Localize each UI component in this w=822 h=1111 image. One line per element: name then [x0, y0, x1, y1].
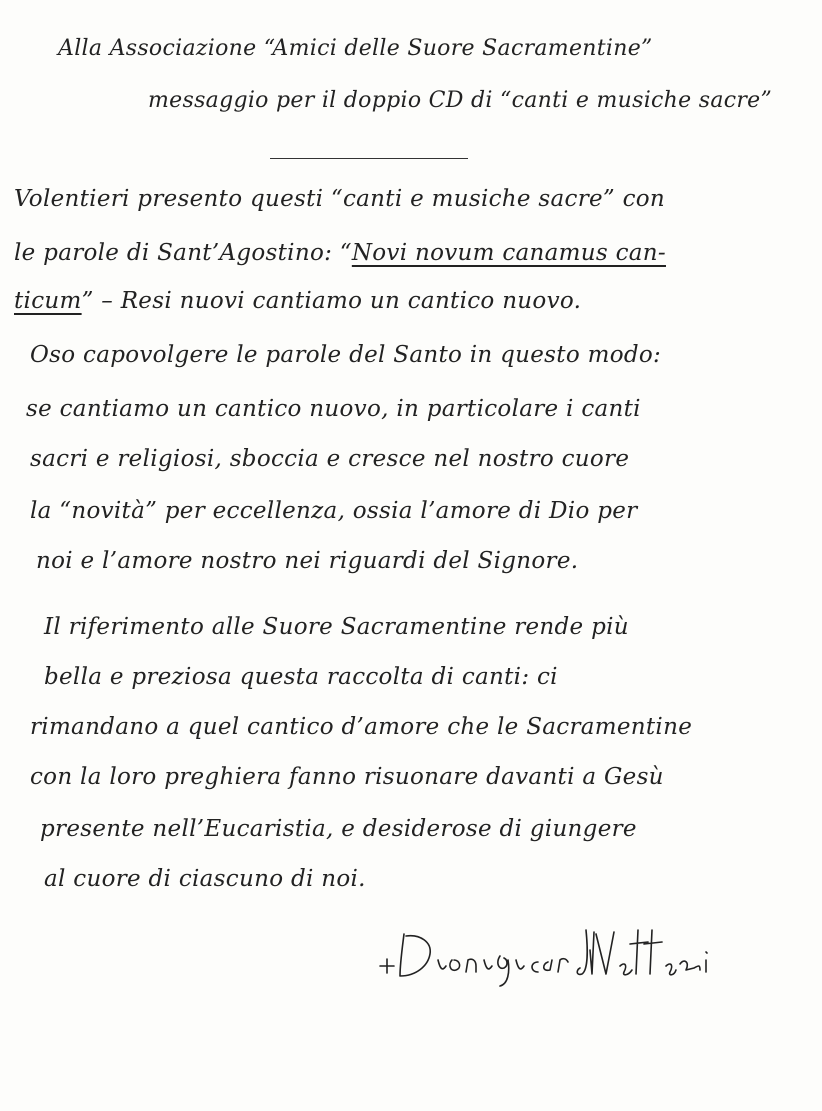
paragraph-2-line-4: la “novità” per eccellenza, ossia l’amore di Dio per	[30, 498, 638, 524]
paragraph-2-line-1: Oso capovolgere le parole del Santo in questo modo:	[30, 342, 662, 368]
handwritten-signature	[376, 920, 716, 994]
paragraph-3-line-2: bella e preziosa questa raccolta di canti: ci	[44, 664, 558, 690]
heading-divider	[270, 158, 468, 159]
paragraph-3-line-5: presente nell’Eucaristia, e desiderose di giungere	[40, 816, 637, 842]
paragraph-3-line-6: al cuore di ciascuno di noi.	[44, 866, 366, 892]
paragraph-1-line-1: Volentieri presento questi “canti e musiche sacre” con	[14, 186, 666, 212]
paragraph-1-line-3	[14, 288, 581, 314]
heading-line-2: messaggio per il doppio CD di “canti e musiche sacre”	[148, 88, 773, 113]
paragraph-1-line-2-text: le parole di Sant’Agostino: “	[14, 240, 352, 266]
paragraph-3-line-3: rimandano a quel cantico d’amore che le Sacramentine	[30, 714, 693, 740]
signature-text	[716, 920, 717, 921]
paragraph-3-line-4: con la loro preghiera fanno risuonare davanti a Gesù	[30, 764, 664, 790]
paragraph-3-line-1: Il riferimento alle Suore Sacramentine rende più	[44, 614, 629, 640]
paragraph-2-line-5: noi e l’amore nostro nei riguardi del Signore.	[36, 548, 579, 574]
paragraph-1-line-2	[14, 240, 666, 266]
paragraph-2-line-3: sacri e religiosi, sboccia e cresce nel nostro cuore	[30, 446, 630, 472]
paragraph-1-line-3-text: ” – Resi nuovi cantiamo un cantico nuovo.	[81, 288, 582, 314]
heading-line-1: Alla Associazione “Amici delle Suore Sacramentine”	[58, 36, 653, 61]
latin-quote-part-2: ticum	[14, 288, 82, 314]
latin-quote-part-1: Novi novum canamus can-	[351, 240, 666, 266]
paragraph-2-line-2: se cantiamo un cantico nuovo, in particolare i canti	[26, 396, 641, 422]
